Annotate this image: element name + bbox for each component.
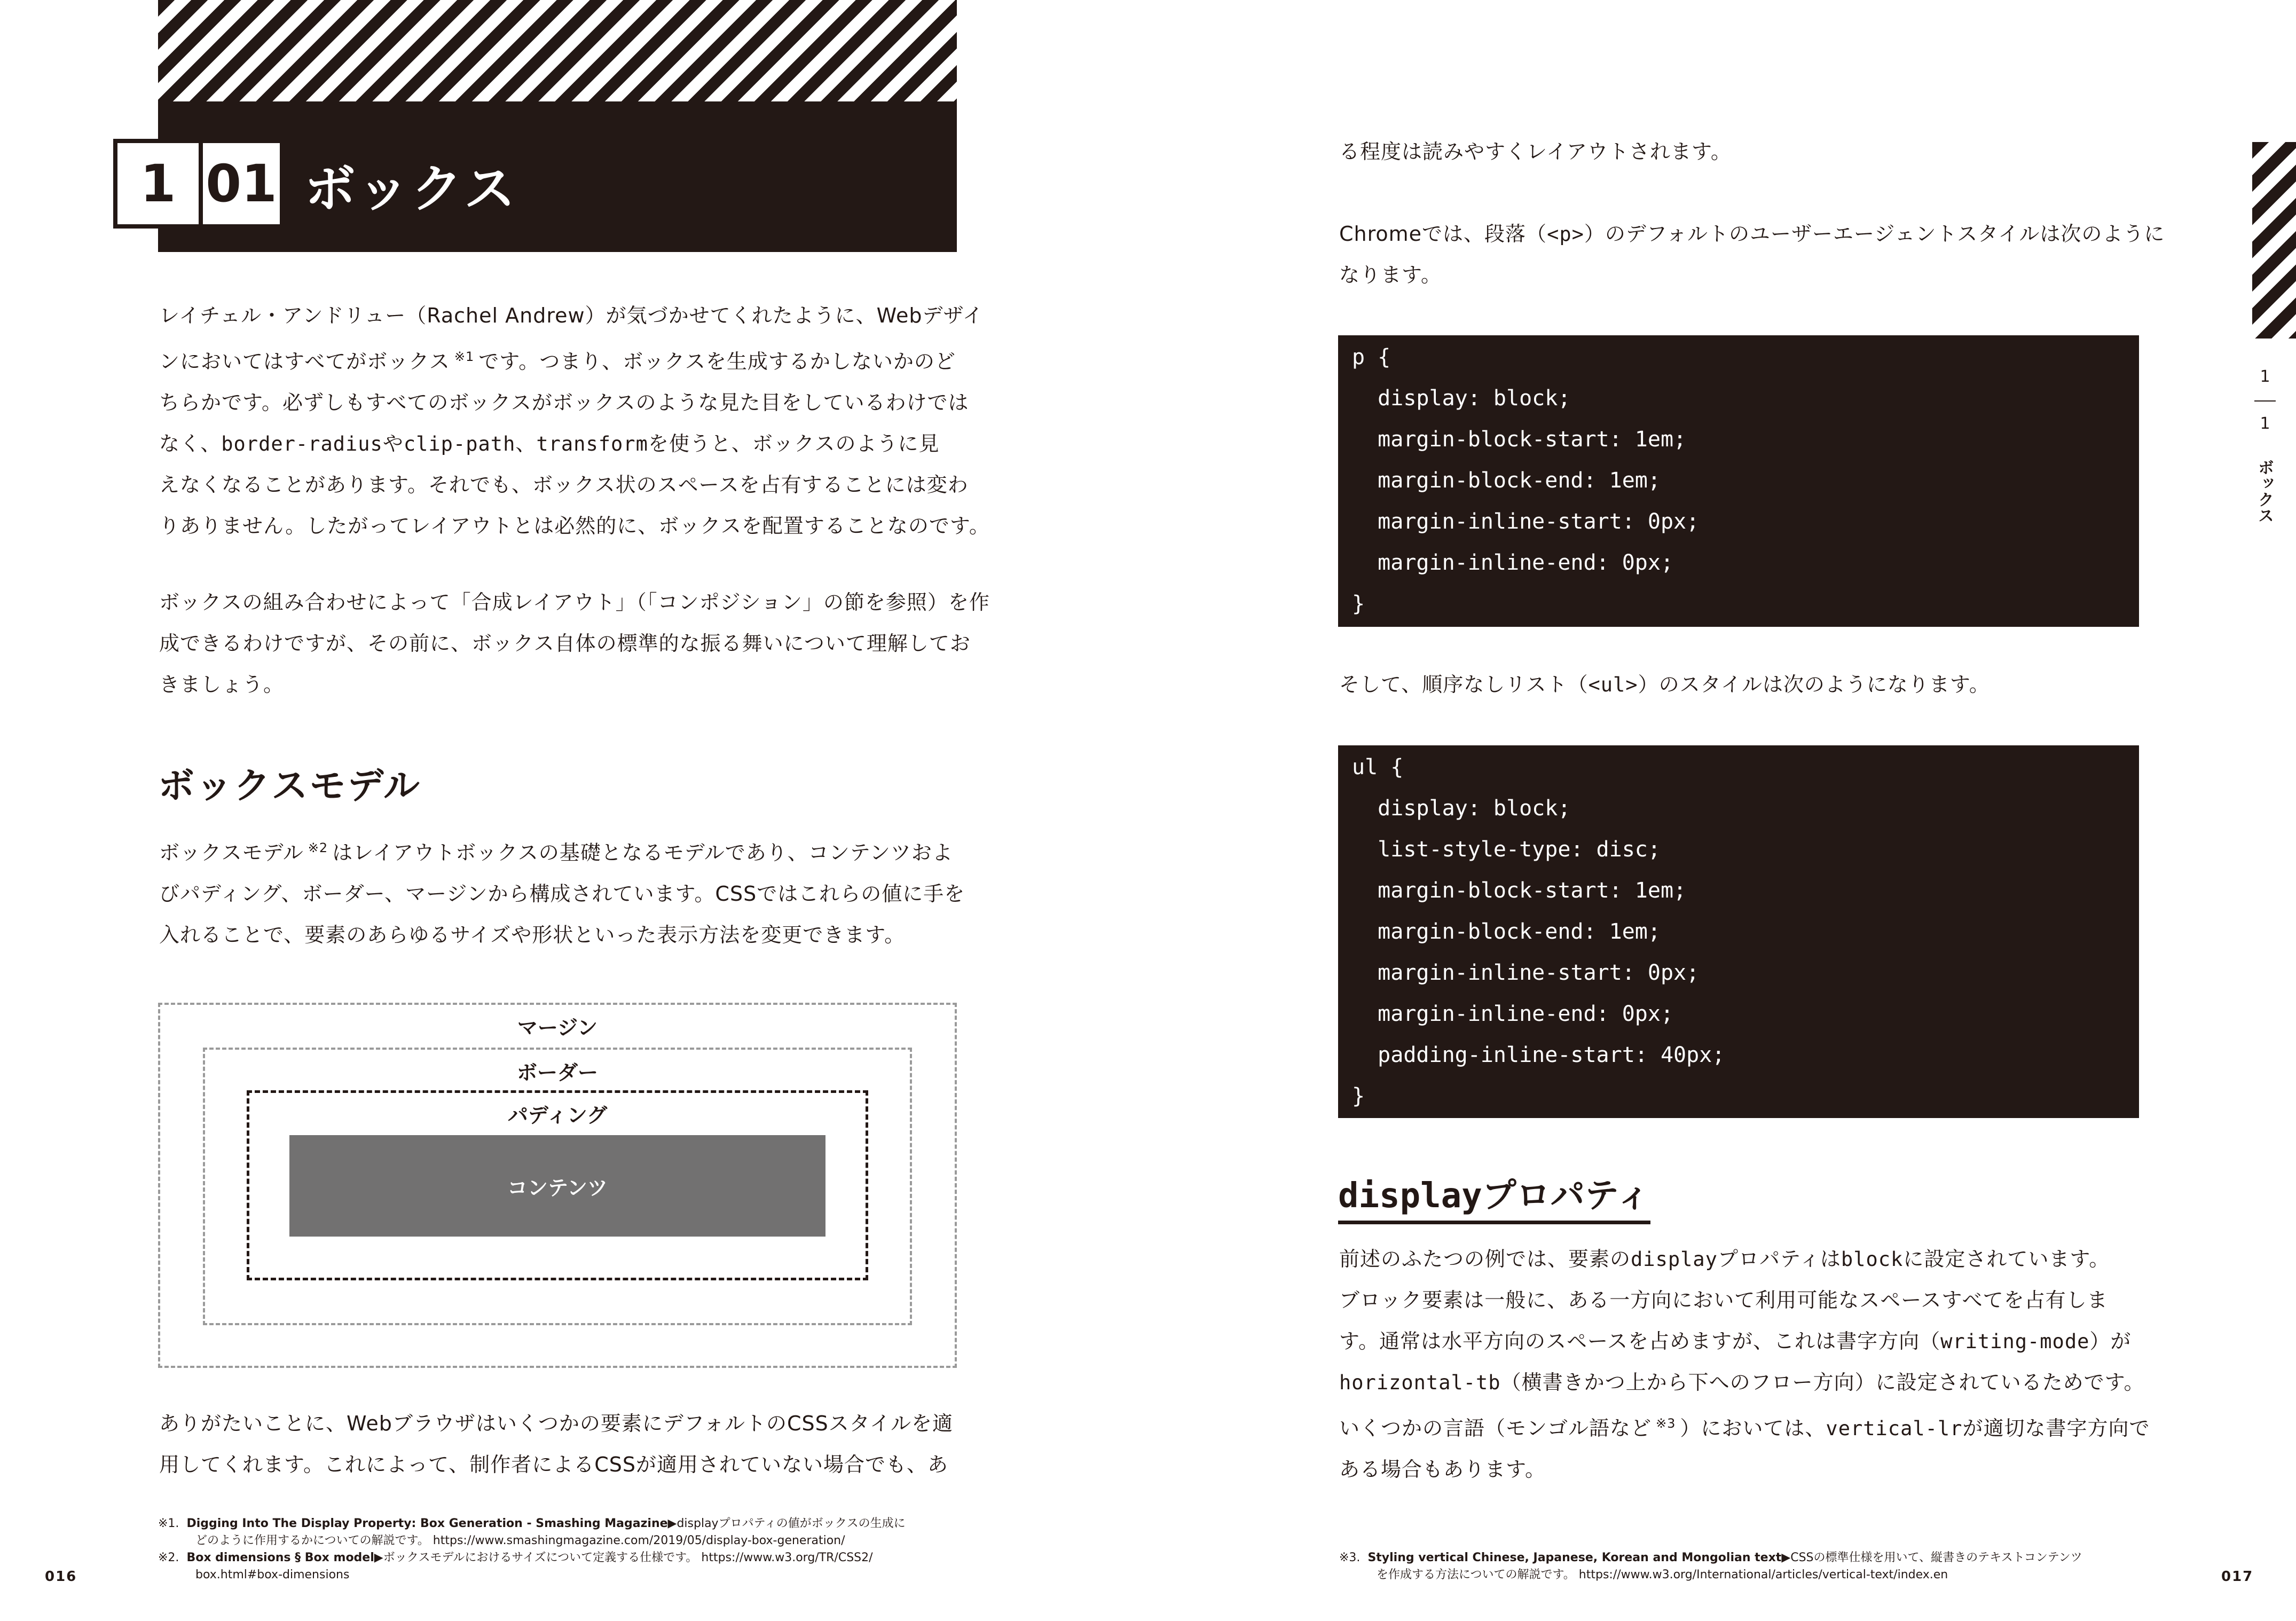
side-tab-title: ボックス — [2255, 459, 2274, 523]
header-stripe-pattern — [158, 0, 957, 101]
footnote-1: ※1. Digging Into The Display Property: Box Generation - Smashing Magazine▶displayプロパティの値がボックスの生成に どのように作用するかについての解説です。 https://www.smashingmagazine.com/2019/05/display-box-generation/ — [158, 1517, 906, 1547]
code-line: ul { — [1352, 755, 1404, 780]
footnote-3: ※3. Styling vertical Chinese, Japanese, Korean and Mongolian text▶CSSの標準仕様を用いて、縦書きのテキストコンテンツ を作成する方法についての解説です。 https://www.w3.org/International/articles/vertical-text/index.en — [1339, 1551, 2082, 1581]
footnote-2: ※2. Box dimensions § Box model▶ボックスモデルにおけるサイズについて定義する仕様です。 https://www.w3.org/TR/CSS2/ box.html#box-dimensions — [158, 1551, 873, 1581]
inline-code: transform — [536, 432, 648, 455]
inline-code: border-radius — [221, 432, 383, 455]
side-tab-divider — [2254, 400, 2276, 402]
code-line: display: block; — [1352, 386, 1571, 411]
code-line: margin-block-end: 1em; — [1352, 468, 1661, 493]
code-block-p — [1338, 335, 2139, 627]
code-line: p { — [1352, 345, 1391, 369]
inline-code: <p> — [1547, 223, 1584, 246]
page-number-left: 016 — [45, 1569, 77, 1585]
inline-code: <ul> — [1588, 673, 1638, 696]
text-line: えなくなることがあります。それでも、ボックス状のスペースを占有することには変わ — [159, 473, 969, 497]
code-line: padding-inline-start: 40px; — [1352, 1043, 1725, 1067]
text-line: ちらかです。必ずしもすべてのボックスがボックスのような見た目をしているわけでは — [159, 391, 969, 414]
padding-label: パディング — [507, 1104, 608, 1127]
code-line: display: block; — [1352, 796, 1571, 821]
inline-code: clip-path — [403, 432, 516, 455]
default-styles-paragraph: ありがたいことに、Webブラウザはいくつかの要素にデフォルトのCSSスタイルを適 用してくれます。これによって、制作者によるCSSが適用されていない場合でも、あ — [159, 1412, 953, 1476]
code-block-ul — [1338, 745, 2139, 1118]
code-line: margin-inline-start: 0px; — [1352, 509, 1700, 534]
intro-paragraph — [159, 295, 990, 547]
side-tab-section: 1 — [2260, 414, 2270, 433]
code-line: margin-inline-end: 0px; — [1352, 550, 1674, 575]
text-line: りありません。したがってレイアウトとは必然的に、ボックスを配置することなのです。 — [159, 514, 990, 538]
box-model-paragraph: ボックスモデル $^{※2}$ はレイアウトボックスの基礎となるモデルであり、コンテンツおよ びパディング、ボーダー、マージンから構成されています。CSSではこれらの値に手を 入れることで、要素のあらゆるサイズや形状といった表示方法を変更できます。 — [159, 840, 965, 947]
code-line: } — [1352, 592, 1365, 616]
section-number: 01 — [199, 139, 284, 229]
margin-label: マージン — [517, 1016, 598, 1040]
code-line: margin-inline-end: 0px; — [1352, 1002, 1674, 1026]
chapter-title: ボックス — [304, 159, 518, 219]
code-line: margin-inline-start: 0px; — [1352, 961, 1700, 985]
text-line: ンにおいてはすべてがボックス $^{※1}$ です。つまり、ボックスを生成するかしないかのど — [159, 349, 956, 373]
inline-code: display — [1631, 1248, 1718, 1271]
heading-box-model: ボックスモデル — [158, 765, 421, 807]
chapter-number: 1 — [113, 139, 203, 229]
heading-display-property: displayプロパティ — [1338, 1168, 1650, 1224]
border-label: ボーダー — [516, 1061, 598, 1084]
content-label: コンテンツ — [507, 1176, 608, 1200]
display-paragraph: 前述のふたつの例では、要素のdisplayプロパティはblockに設定されています。 ブロック要素は一般に、ある一方向において利用可能なスペースすべてを占有しま す。通常は水平方向のスペースを占めますが、これは書字方向（writing-mode）が horizontal-tb（横書きかつ上から下へのフロー方向）に設定されているためです。 いくつかの言語（モンゴル語など $^{※3}$ ）においては、vertical-lrが適切な書字方向で ある場合もあります。 — [1339, 1247, 2150, 1481]
code-line: margin-block-start: 1em; — [1352, 878, 1687, 903]
code-line: margin-block-start: 1em; — [1352, 427, 1687, 452]
code-line: margin-block-end: 1em; — [1352, 919, 1661, 944]
diagram-content-box — [289, 1135, 825, 1237]
code-line: list-style-type: disc; — [1352, 837, 1661, 862]
footnote-ref: ※3 — [1656, 1416, 1676, 1431]
inline-code: horizontal-tb — [1339, 1371, 1501, 1394]
footnote-ref: ※1 — [454, 349, 475, 364]
continued-text: る程度は読みやすくレイアウトされます。 — [1339, 140, 1732, 163]
chrome-paragraph: Chromeでは、段落（<p>）のデフォルトのユーザーエージェントスタイルは次のように なります。 — [1339, 222, 2165, 287]
inline-code: writing-mode — [1940, 1330, 2090, 1353]
footnote-ref: ※2 — [308, 840, 328, 855]
inline-code: block — [1841, 1248, 1904, 1271]
page-number-right: 017 — [2221, 1569, 2254, 1585]
ul-intro-text: そして、順序なしリスト（<ul>）のスタイルは次のようになります。 — [1339, 673, 1990, 696]
side-tab-stripe — [2252, 142, 2296, 339]
inline-code: vertical-lr — [1826, 1417, 1963, 1440]
text-line: レイチェル・アンドリュー（Rachel Andrew）が気づかせてくれたように、Webデザイ — [159, 304, 984, 327]
side-tab-chapter: 1 — [2260, 367, 2270, 386]
text-line: なく、border-radiusやclip-path、transformを使うと、ボックスのように見 — [159, 432, 940, 455]
code-line: } — [1352, 1084, 1365, 1108]
composition-paragraph: ボックスの組み合わせによって「合成レイアウト」（「コンポジション」の節を参照）を作 成できるわけですが、その前に、ボックス自体の標準的な振る舞いについて理解してお きましょう。 — [159, 591, 990, 696]
